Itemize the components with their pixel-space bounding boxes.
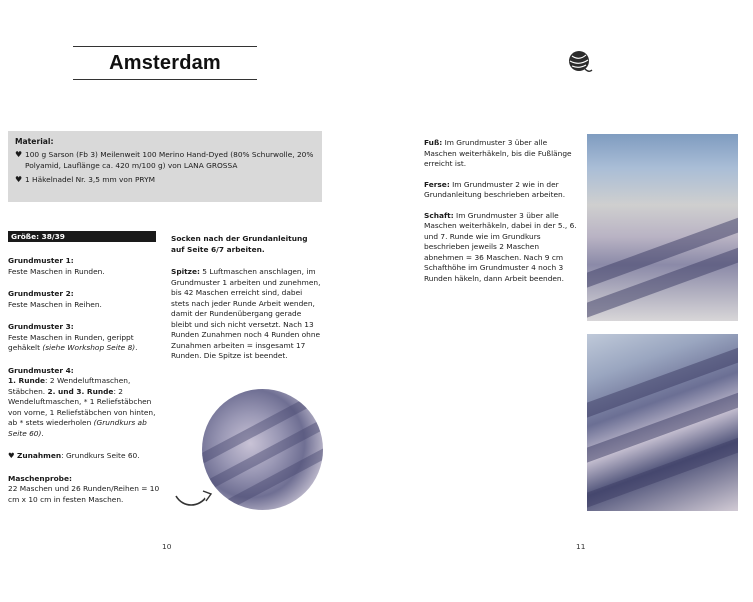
sock-toe-photo <box>202 389 323 510</box>
grundmuster-1-heading: Grundmuster 1: <box>8 256 74 265</box>
left-column <box>8 256 160 517</box>
maschenprobe-heading: Maschenprobe: <box>8 473 72 483</box>
heart-icon: ♥ <box>8 451 15 460</box>
spitze-text: 5 Luftmaschen anschlagen, im Grundmuster 1 arbeiten und zunehmen, bis 42 Maschen erreicht sind, dabei stets nach jeder Runde Arbeit wenden, damit der Rundenübergang gerade bleibt und sich nicht versetzt. Nach 13 Runden Zunahmen noch 4 Runden ohne Zunahmen arbeiten = insgesamt 17 Runden. Die Spitze ist beendet. <box>171 267 321 360</box>
grundmuster-3-body <box>8 333 160 354</box>
grundmuster-3-heading: Grundmuster 3: <box>8 322 74 331</box>
page-number: 11 <box>576 542 586 551</box>
material-item <box>15 175 316 186</box>
ferse-label: Ferse: <box>424 179 450 189</box>
maschenprobe-text: 22 Maschen und 26 Runden/Reihen = 10 cm x 10 cm in festen Maschen. <box>8 484 160 504</box>
schaft <box>424 211 579 285</box>
heart-icon: ♥ <box>15 175 23 184</box>
round-23-ref: (Grundkurs ab Seite 60) <box>8 418 147 438</box>
zunahmen <box>8 451 160 462</box>
page-title: Amsterdam <box>109 51 221 74</box>
grundmuster-2 <box>8 289 160 310</box>
fuss <box>424 138 579 170</box>
material-item-text: 100 g Sarson (Fb 3) Meilenweit 100 Merino Hand-Dyed (80% Schurwolle, 20% Polyamid, Lauflänge ca. 420 m/100 g) von LANA GROSSA <box>25 150 314 170</box>
left-page <box>0 0 376 602</box>
grundmuster-4 <box>8 366 160 440</box>
right-page <box>377 0 753 602</box>
yarn-ball-icon <box>567 49 593 75</box>
grundmuster-3 <box>8 322 160 354</box>
sock-closeup-photo <box>587 334 738 511</box>
grundmuster-2-heading: Grundmuster 2: <box>8 289 74 298</box>
ferse-text: Im Grundmuster 2 wie in der Grundanleitung beschrieben arbeiten. <box>424 179 566 199</box>
intro-text: Socken nach der Grundanleitung auf Seite 6/7 arbeiten. <box>171 234 308 254</box>
schaft-text: Im Grundmuster 3 über alle Maschen weiterhäkeln, dabei in der 5., 6. und 7. Runde wie im Grundkurs beschrieben jeweils 2 Maschen abnehmen = 36 Maschen. Nach 9 cm Schafthöhe im Grundmuster 4 noch 3 Runden häkeln, dann Arbeit beenden. <box>424 210 577 283</box>
title-box <box>73 46 257 80</box>
grundmuster-1-text: Feste Maschen in Runden. <box>8 266 105 276</box>
round-1-text: : 2 Wendeluftmaschen, Stäbchen. <box>8 376 131 396</box>
zunahmen-text: : Grundkurs Seite 60. <box>61 451 140 460</box>
spitze <box>171 267 321 362</box>
socks-worn-photo <box>587 134 738 321</box>
grundmuster-1 <box>8 256 160 277</box>
right-column <box>424 138 579 294</box>
material-item <box>15 150 316 171</box>
grundmuster-3-end: . <box>135 343 138 352</box>
round-1-label: 1. Runde <box>8 376 46 385</box>
grundmuster-3-text: Feste Maschen in Runden, gerippt gehäkelt <box>8 332 134 352</box>
material-item-text: 1 Häkelnadel Nr. 3,5 mm von PRYM <box>25 175 155 184</box>
material-box <box>8 131 322 202</box>
fuss-label: Fuß: <box>424 138 443 147</box>
middle-column <box>171 234 321 374</box>
heart-icon: ♥ <box>15 150 23 159</box>
round-23-label: 2. und 3. Runde <box>47 386 114 396</box>
grundmuster-2-text: Feste Maschen in Reihen. <box>8 299 102 309</box>
grundmuster-4-heading: Grundmuster 4: <box>8 365 74 375</box>
fuss-text: Im Grundmuster 3 über alle Maschen weiterhäkeln, bis die Fußlänge erreicht ist. <box>424 138 572 168</box>
round-23-end: . <box>41 428 44 438</box>
curved-arrow-icon <box>173 482 217 512</box>
schaft-label: Schaft: <box>424 210 454 220</box>
material-heading: Material: <box>15 137 54 146</box>
grundmuster-4-body <box>8 376 160 439</box>
size-badge: Größe: 38/39 <box>8 231 156 242</box>
maschenprobe <box>8 474 160 506</box>
spitze-label: Spitze: <box>171 267 200 276</box>
round-23-text: : 2 Wendeluftmaschen, * 1 Reliefstäbchen von vorne, 1 Reliefstäbchen von hinten, ab * stets wiederholen <box>8 386 156 427</box>
page-number: 10 <box>162 542 172 551</box>
zunahmen-label: Zunahmen <box>17 451 62 460</box>
grundmuster-3-ref: (siehe Workshop Seite 8) <box>42 343 136 352</box>
ferse <box>424 180 579 201</box>
